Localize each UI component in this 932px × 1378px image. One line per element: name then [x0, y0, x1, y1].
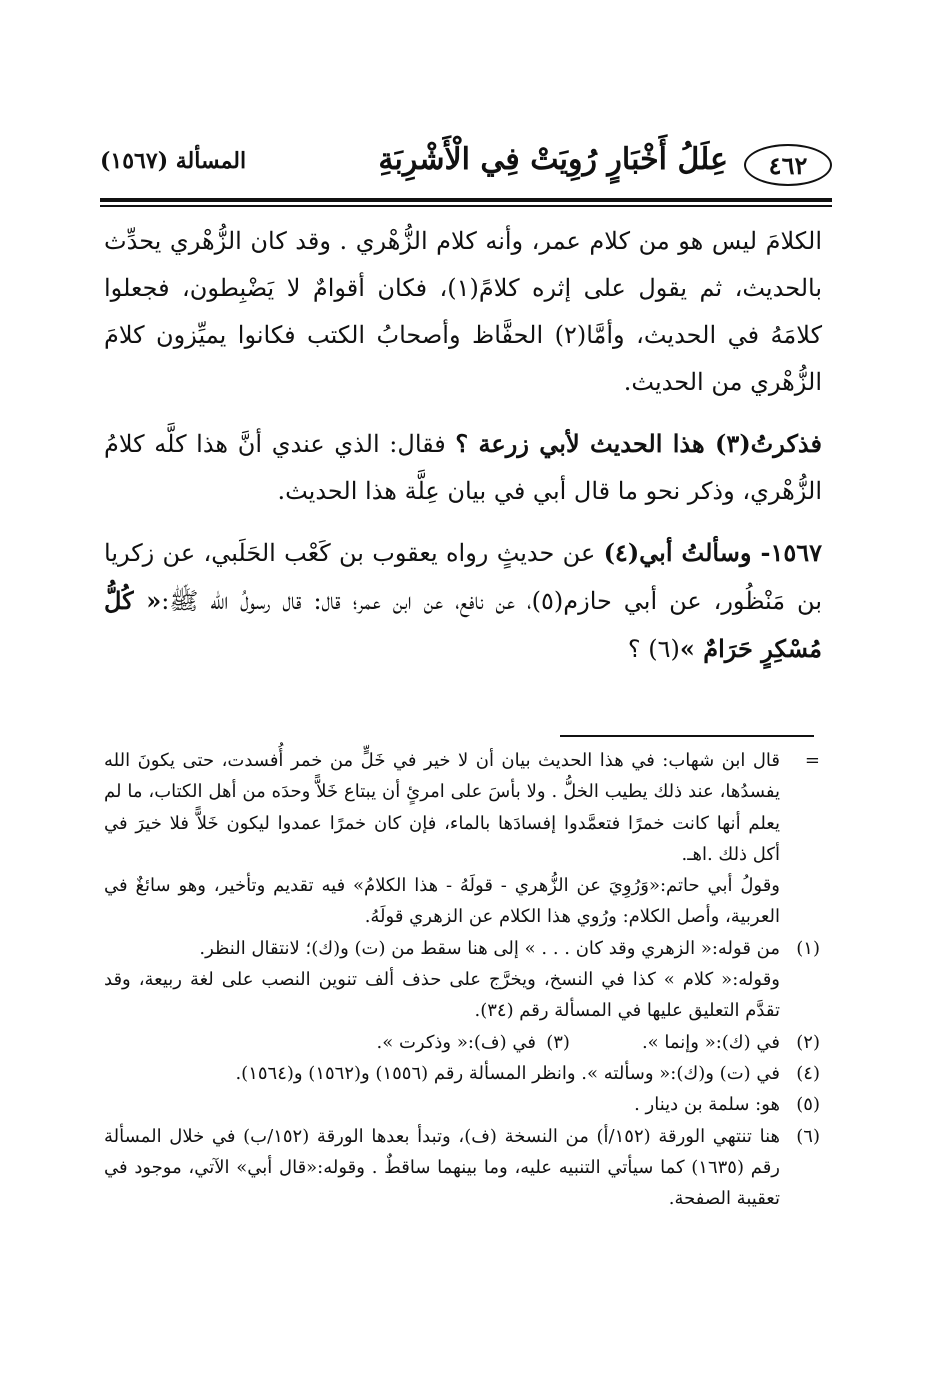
footnote-5-mark: (٥) — [796, 1094, 820, 1116]
footnote-4-text: في (ت) و(ك):« وسألته ». وانظر المسألة رقم (١٥٥٦) و(١٥٦٢) و(١٥٦٤). — [235, 1062, 780, 1084]
footnote-2-text: في (ك):« وإنما ». — [641, 1031, 780, 1053]
footnote-6 — [104, 1121, 820, 1215]
paragraph-3-end: (٦) ؟ — [627, 635, 680, 663]
footnote-2-3 — [104, 1027, 820, 1058]
footnote-1-text-1: من قوله:« الزهري وقد كان . . . » إلى هنا سقط من (ت) و(ك)؛ لانتقال النظر. — [199, 937, 780, 959]
footnote-5-text: هو: سلمة بن دينار . — [634, 1094, 780, 1116]
footnote-continued — [104, 745, 820, 933]
footnote-separator — [560, 735, 814, 737]
hadith-text: « كُلُّ مُسْكِرٍ حَرَامٌ » — [104, 586, 822, 663]
issue-number-lead: ١٥٦٧- وسألتُ أبي(٤) — [603, 538, 822, 567]
footnote-5 — [104, 1089, 820, 1120]
footnote-2-mark: (٢) — [796, 1031, 820, 1053]
header-rule-thick — [100, 198, 832, 202]
paragraph-3 — [104, 529, 822, 673]
running-header — [100, 140, 832, 192]
page-number: ٤٦٢ — [744, 144, 832, 186]
main-text — [104, 218, 822, 673]
footnote-1-text-2: وقوله:« كلام » كذا في النسخ، ويخرَّج على حذف ألف تنوين النصب على لغة ربيعة، وقد تقدَّم التعليق عليها في المسألة رقم (٣٤). — [104, 969, 780, 1022]
footnote-3-text: في (ف):« وذكرت ». — [376, 1031, 536, 1053]
footnotes — [104, 745, 820, 1214]
continuation-mark: = — [804, 750, 820, 771]
footnote-6-mark: (٦) — [796, 1125, 820, 1147]
book-title: عِلَلُ أَخْبَارٍ رُوِيَتْ فِي الْأَشْرِبَةِ — [378, 142, 728, 177]
footnote-6-text: هنا تنتهي الورقة (١٥٢/أ) من النسخة (ف)، وتبدأ بعدها الورقة (١٥٢/ب) في خلال المسألة رقم (١٦٣٥) كما سيأتي التنبيه عليه، وما بينهما ساقطٌ . وقوله:«قال أبي» الآتي، موجود في تعقيبة الصفحة. — [104, 1125, 781, 1210]
paragraph-1: الكلامَ ليس هو من كلام عمر، وأنه كلام الزُّهْري . وقد كان الزُّهْري يحدِّث بالحديث، ثم يقول على إثره كلامً(١)، فكان أقوامٌ لا يَضْبِطون، فجعلوا كلامَهُ في الحديث، وأمَّا(٢) الحفَّاظ وأصحابُ الكتب فكانوا يميِّزون كلامَ الزُّهْري من الحديث. — [104, 227, 823, 396]
paragraph-2-rest: فقال: الذي عندي أنَّ هذا كلَّه كلامُ الزُّهْري، وذكر نحو ما قال أبي في بيان عِلَّة هذا الحديث. — [104, 430, 822, 505]
footnote-4-mark: (٤) — [796, 1062, 820, 1084]
issue-label: المسألة (١٥٦٧) — [100, 148, 247, 174]
footnote-1-mark: (١) — [796, 937, 820, 959]
paragraph-3-text: عن حديثٍ رواه يعقوب بن كَعْب الحَلَبي، عن زكريا بن مَنْظُور، عن أبي حازم(٥)، عن نافع، عن ابن عمر؛ قال: قال رسولُ الله ﷺ: — [104, 539, 822, 615]
paragraph-2-lead: فذكرتُ(٣) هذا الحديث لأبي زرعة ؟ — [455, 429, 822, 458]
footnote-1 — [104, 933, 820, 1027]
footnote-3-mark: (٣) — [546, 1031, 570, 1053]
paragraph-2 — [104, 420, 822, 515]
footnote-4 — [104, 1058, 820, 1089]
footnote-continued-text-1: قال ابن شهاب: في هذا الحديث بيان أن لا خير في خَلٍّ من خمر أُفسدت، حتى يكونَ الله يفسدُها، عند ذلك يطيب الخلُّ . ولا بأسَ على امرئٍ أن يبتاع خَلاًّ وحدَه من أهل الكتاب، ما لم يعلم أنها كانت خمرًا فتعمَّدوا إفسادَها بالماء، فإن كان خمرًا عمدوا ليكون خَلاًّ فلا خيرَ في أكل ذلك .اهـ. — [104, 750, 780, 865]
footnote-continued-text-2: وقولُ أبي حاتم:«وَرُوِيَ عن الزُّهري - قولَهُ - هذا الكلامُ» فيه تقديم وتأخير، وهو سائغٌ في العربية، وأصل الكلام: ورُوي هذا الكلام عن الزهري قولَهُ. — [104, 875, 780, 928]
header-rule-thin — [100, 205, 832, 207]
